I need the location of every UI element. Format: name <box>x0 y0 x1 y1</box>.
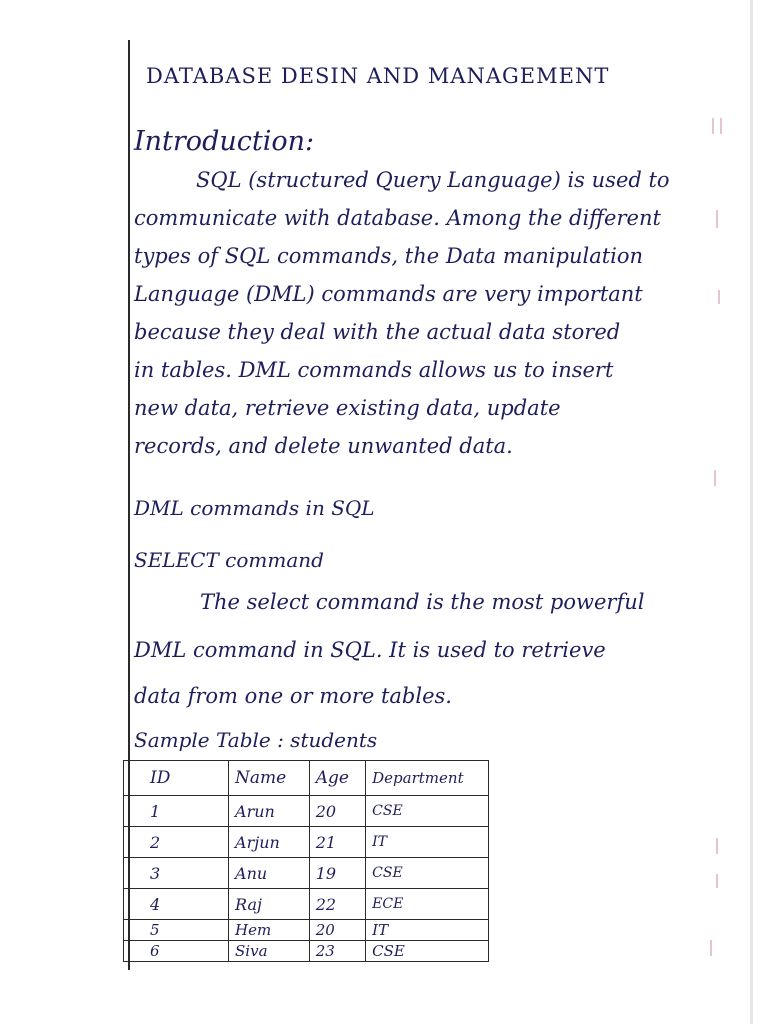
faint-mark <box>712 118 714 134</box>
intro-heading: Introduction: <box>134 126 315 157</box>
cell-id: 1 <box>124 796 229 827</box>
page-edge <box>750 0 753 1024</box>
intro-line: new data, retrieve existing data, update <box>134 396 561 420</box>
cell-id: 2 <box>124 827 229 858</box>
faint-mark <box>720 118 722 134</box>
table-row <box>124 889 489 920</box>
cell-department: CSE <box>366 796 489 827</box>
intro-line: records, and delete unwanted data. <box>134 434 513 458</box>
cell-age: 20 <box>309 796 365 827</box>
table-row <box>124 941 489 962</box>
select-line: data from one or more tables. <box>134 684 452 708</box>
select-line: The select command is the most powerful <box>200 590 645 614</box>
intro-line: because they deal with the actual data stored <box>134 320 621 344</box>
faint-mark <box>714 470 716 486</box>
column-header-department: Department <box>366 761 489 796</box>
column-header-name: Name <box>229 761 310 796</box>
dml-heading: DML commands in SQL <box>134 496 375 520</box>
faint-mark <box>718 290 720 304</box>
cell-department: ECE <box>366 889 489 920</box>
cell-name: Arjun <box>229 827 310 858</box>
cell-name: Hem <box>229 920 310 941</box>
select-heading: SELECT command <box>134 548 324 572</box>
cell-department: CSE <box>366 858 489 889</box>
intro-line: Language (DML) commands are very important <box>134 282 643 306</box>
cell-name: Siva <box>229 941 310 962</box>
cell-id: 6 <box>124 941 229 962</box>
faint-mark <box>716 874 718 888</box>
intro-line: types of SQL commands, the Data manipulation <box>134 244 644 268</box>
cell-age: 23 <box>309 941 365 962</box>
select-line: DML command in SQL. It is used to retrieve <box>134 638 606 662</box>
cell-department: IT <box>366 827 489 858</box>
faint-mark <box>716 210 718 228</box>
page-title: DATABASE DESIN AND MANAGEMENT <box>146 64 610 88</box>
intro-line: SQL (structured Query Language) is used to <box>196 168 670 192</box>
faint-mark <box>710 940 712 956</box>
cell-id: 3 <box>124 858 229 889</box>
cell-age: 20 <box>309 920 365 941</box>
cell-name: Arun <box>229 796 310 827</box>
cell-id: 4 <box>124 889 229 920</box>
table-row <box>124 920 489 941</box>
intro-line: communicate with database. Among the different <box>134 206 661 230</box>
cell-age: 22 <box>309 889 365 920</box>
table-row <box>124 796 489 827</box>
students-table <box>123 760 489 962</box>
table-row <box>124 827 489 858</box>
cell-age: 19 <box>309 858 365 889</box>
cell-department: IT <box>366 920 489 941</box>
cell-name: Raj <box>229 889 310 920</box>
cell-id: 5 <box>124 920 229 941</box>
cell-name: Anu <box>229 858 310 889</box>
column-header-id: ID <box>124 761 229 796</box>
table-row <box>124 858 489 889</box>
table-caption: Sample Table : students <box>134 728 378 752</box>
intro-line: in tables. DML commands allows us to insert <box>134 358 614 382</box>
faint-mark <box>716 838 718 854</box>
cell-department: CSE <box>366 941 489 962</box>
cell-age: 21 <box>309 827 365 858</box>
table-header-row <box>124 761 489 796</box>
column-header-age: Age <box>309 761 365 796</box>
